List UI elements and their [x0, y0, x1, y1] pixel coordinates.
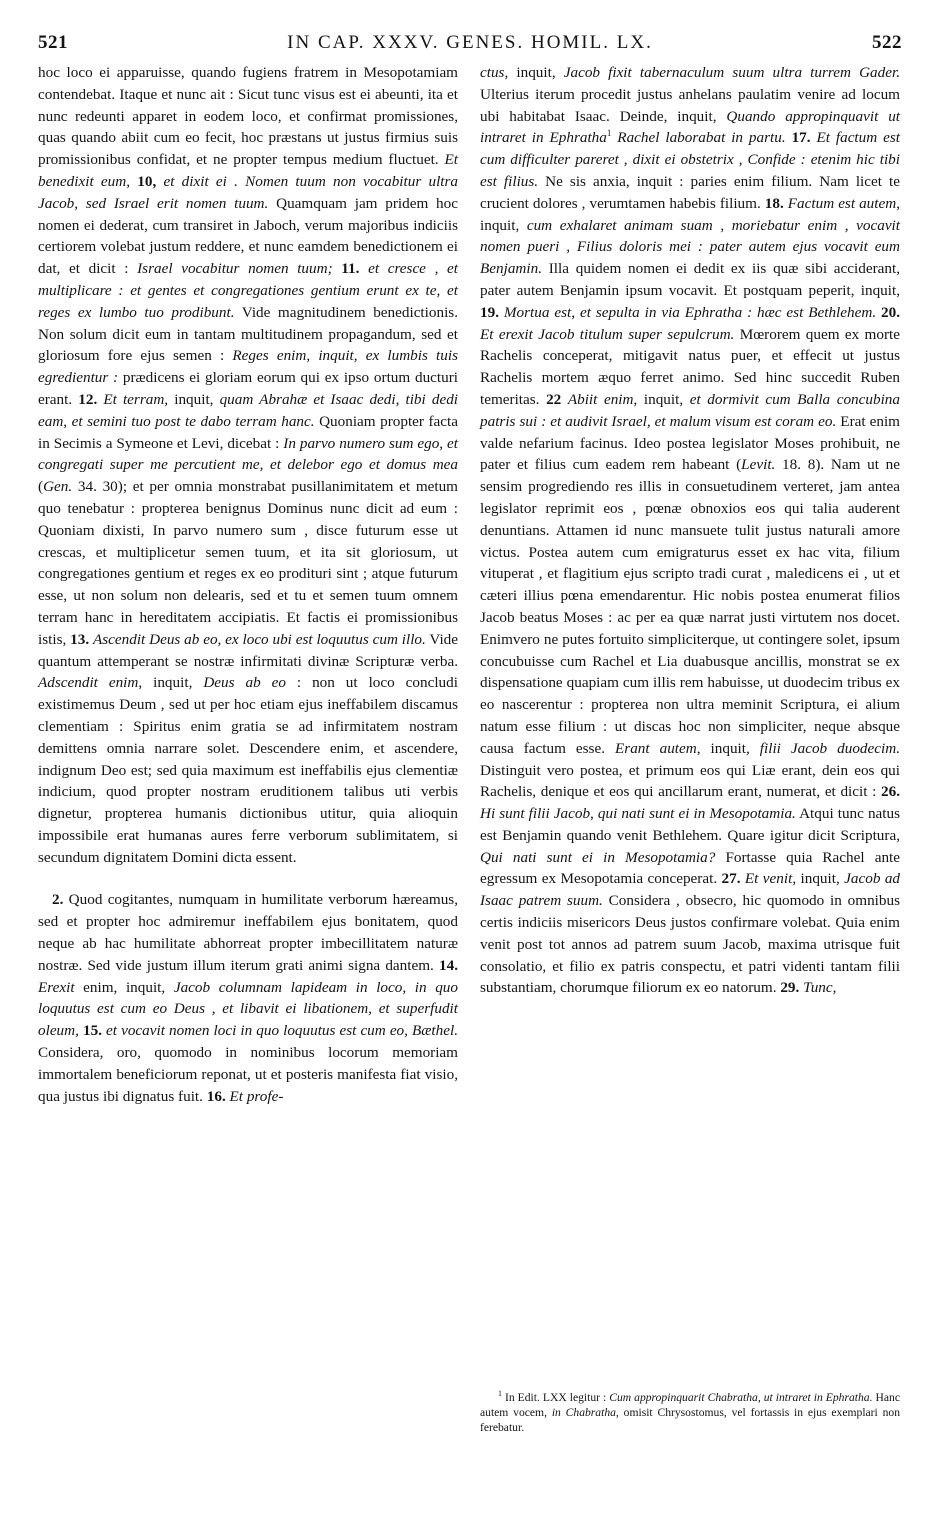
- page-number-left: 521: [38, 32, 68, 53]
- text-run: 18. 8). Nam ut ne sensim progrediendo res illis in consuetudinem verteret, jam antea legislator reprimit eos , pœnæ obnoxios eos qui talia auderent denuntians. Attamen id nunc mansuete tulit justus naturali amore victus. Postea autem cum emigraturus esset ex hac vita, filium vituperat , et flagitium ejus scripto tradi curat , maledicens ei , ut et cæteri illius pœna emendarentur. Hic nobis postea enumerat filios Jacob beatus Moses : ac per ea quæ narrat justi virtutem nos docet. Enimvero ne putes fortuito simpliciterque, ut contingere solet, ipsum concubuisse cum Rachel et Lia duabusque ancillis, monstrat se ex dispensatione quapiam cum illis rem habuisse, ut duodecim tribus ex eo nascerentur : propterea non ultra meminit Scriptura, ei alium natum esse filium : ut discas hoc non simpliciter, neque absque causa factum esse.: [480, 456, 900, 757]
- scripture-quote: Levit.: [741, 456, 776, 474]
- scripture-quote: in Chabratha: [551, 1406, 616, 1420]
- text-run: Quamquam jam pridem hoc nomen ei dederat, cum transiret in Jaboch, verum majoribus indiciis certiorem volebat justum reddere, et nunc eamdem benedictionem ei dat, et dicit :: [38, 194, 458, 278]
- left-paragraph-2: [38, 889, 458, 1107]
- scripture-quote: Qui nati sunt ei in Mesopotamia?: [480, 848, 716, 866]
- verse-number: 10,: [137, 172, 164, 190]
- verse-number: 16.: [206, 1087, 230, 1105]
- footnote-marker: 1: [498, 1389, 502, 1399]
- verse-number: 18.: [764, 194, 788, 212]
- text-run: Atqui tunc natus est Benjamin quando venit Bethlehem. Quare igitur dicit Scriptura,: [480, 805, 900, 844]
- text-run: Quod cogitantes, numquam in humilitate verborum hæreamus, sed et propter hoc admiremur ineffabilem ejus bonitatem, quod neque ab hac humilitate abhorreat propter imbecillitatem naturæ nostræ. Sed vide justum illum iterum grati animi signa dantem.: [38, 891, 458, 974]
- scripture-quote: Hi sunt filii Jacob, qui nati sunt ei in Mesopotamia.: [480, 805, 796, 823]
- scripture-quote: Et terram,: [103, 390, 175, 408]
- text-run: Illa quidem nomen ei dedit ex iis quæ sibi acciderant, pater autem Benjamin ipsum vocavit. Et postquam peperit, inquit,: [480, 260, 900, 299]
- scripture-quote: Jacob ad Isaac patrem suum.: [480, 870, 901, 910]
- right-paragraph-1: [480, 62, 900, 999]
- text-run: inquit,: [174, 390, 220, 408]
- verse-number: 27.: [721, 870, 745, 888]
- left-paragraph-1: [38, 62, 458, 868]
- scripture-quote: Factum est autem: [787, 194, 897, 212]
- scripture-quote: Mortua est, et sepulta in via Ephratha : hæc est Bethlehem.: [503, 303, 882, 321]
- text-run: Mœrorem quem ex morte Rachelis conceperat, mitigavit natus puer, et effecit ut justus Rachelis mortem æquo ferret animo. Sed hinc succedit Ruben temeritas.: [480, 325, 900, 408]
- scripture-quote: Abiit enim: [567, 390, 634, 408]
- scripture-quote: Et profe-: [229, 1087, 284, 1105]
- scripture-quote: Erant autem: [615, 739, 697, 757]
- text-run: , omisit Chrysostomus, vel fortassis in ejus exemplari non ferebatur.: [480, 1406, 900, 1435]
- verse-number: 19.: [480, 303, 504, 321]
- verse-number: 2.: [52, 891, 69, 909]
- verse-number: 17.: [791, 129, 817, 147]
- text-run: 34. 30); et per omnia monstrabat pusillanimitatem et metum quo tenebatur : propterea benignus Dominus nunc dicit ad eum : Quoniam dixisti, In parvo numero sum , disce futurum esse ut crescas, et multiplicetur semen tuum, et ita sit gloriosum, ut congregationes gentium et reges ex eo prodituri sint ; atque futurum esse, ut non solum non delearis, sed et tu et semen tuum omnem terram hanc in hereditatem accipiatis. Et factis ei promissionibus istis,: [38, 478, 458, 648]
- scripture-quote: Jacob columnam lapideam in loco, in quo loquutus est cum eo Deus , et libavit ei libationem, et superfudit oleum,: [38, 978, 458, 1040]
- verse-number: 22: [546, 390, 568, 408]
- text-run: , inquit,: [792, 870, 845, 888]
- verse-number: 26.: [881, 783, 900, 801]
- page-number-right: 522: [872, 32, 902, 53]
- scripture-quote: Erexit: [38, 978, 84, 996]
- text-run: Vide quantum attemperant se nostræ infirmitati divinæ Scripturæ verba.: [38, 630, 459, 670]
- scripture-quote: Cum appropinquarit Chabratha, ut intraret in Ephratha.: [609, 1391, 873, 1404]
- text-run: Erat enim valde nefarium facinus. Ideo postea legislator Moses prohibuit, ne pater et filius cum eadem rem habeant (: [480, 412, 900, 474]
- text-run: , inquit,: [504, 64, 564, 81]
- scripture-quote: Israel vocabitur nomen tuum;: [137, 260, 342, 278]
- scripture-quote: Et benedixit eum,: [38, 151, 458, 190]
- text-run: Ne sis anxia, inquit : paries enim filium. Nam licet te crucient dolores , verumtamen habebis filium.: [480, 172, 900, 212]
- scripture-quote: Deus ab eo: [203, 674, 286, 692]
- text-run: (: [38, 478, 44, 496]
- scripture-quote: Gen.: [43, 478, 73, 496]
- text-run: Considera , obsecro, hic quomodo in omnibus certis indiciis misericors Deus justos confirmare volebat. Quia enim venit post tot annos ad patrem suum Jacob, maxima utrisque fuit consolatio, et filio ex patris conspectu, et patri videnti tantam filii substantiam, chorumque filiorum ex eo natorum.: [480, 892, 900, 997]
- text-run: prædicens ei gloriam eorum qui ex ipso ortum ducturi erant.: [38, 369, 458, 408]
- scripture-quote: cum exhalaret animam suam , moriebatur enim , vocavit nomen pueri , Filius doloris mei : pater autem ejus vocavit eum Benjamin.: [480, 216, 900, 278]
- text-run: Vide magnitudinem benedictionis. Non solum dicit eum in tantam multitudinem propagandum, sed et gloriosum fore ejus semen :: [38, 303, 458, 365]
- left-column: [38, 62, 458, 1107]
- verse-number: 14.: [439, 956, 458, 974]
- scripture-quote: Et venit: [744, 870, 793, 888]
- scripture-quote: et vocavit nomen loci in quo loquutus est cum eo, Bæthel.: [106, 1022, 458, 1040]
- running-title: IN CAP. XXXV. GENES. HOMIL. LX.: [287, 32, 653, 53]
- running-header: [38, 32, 902, 56]
- verse-number: 12.: [78, 390, 104, 408]
- scripture-quote: Tunc,: [803, 979, 837, 997]
- scripture-quote: Jacob fixit tabernaculum suum ultra turrem Gader.: [563, 64, 900, 81]
- scripture-quote: Quando appropinquavit ut intraret in Ephratha: [480, 107, 901, 147]
- scripture-quote: Et erexit Jacob titulum super sepulcrum.: [480, 325, 735, 343]
- text-run: : non ut loco concludi existimemus Deum , sed ut per hoc etiam ejus ineffabilem discamus clementiam : Spiritus enim gratia se ad infirmitatem nostram demittens omnia narrare solet. Descendere enim, et ascendere, indignum Deo est; sed quia maximum est ineffabilis ejus clementiæ indicium, quod propter nostram eruditionem talibus uti verbis dignetur, propterea humanis dictionibus utitur, quia alioquin impossibile erat humanas aures ferre verborum sublimitatem, si secundum dignitatem Domini dicta essent.: [38, 674, 458, 866]
- scripture-quote: et cresce , et multiplicare : et gentes et congregationes gentium erunt ex te, et reges ex lumbo tuo prodibunt.: [38, 260, 458, 321]
- text-run: Quoniam propter facta in Secimis a Symeone et Levi, dicebat :: [38, 412, 458, 452]
- scripture-quote: In parvo numero sum ego, et congregati super me percutient me, et delebor ego et domus mea: [38, 434, 458, 474]
- text-run: Considera, oro, quomodo in nominibus locorum memoriam immortalem beneficiorum reponat, ut et posteris manifesta fiat visio, qua justus ibi dignatus fuit.: [38, 1044, 458, 1105]
- verse-number: 29.: [780, 979, 804, 997]
- text-run: , inquit,: [480, 194, 900, 234]
- text-run: In Edit. LXX legitur :: [502, 1391, 610, 1404]
- verse-number: 20.: [881, 303, 901, 321]
- scripture-quote: quam Abrahæ et Isaac dedi, tibi dedi eam, et semini tuo post te dabo terram hanc.: [38, 390, 459, 430]
- verse-number: 13.: [70, 630, 93, 648]
- footnote-marker: 1: [606, 128, 612, 139]
- scripture-quote: Adscendit enim: [38, 674, 139, 692]
- footnote: [480, 1390, 900, 1436]
- text-run: enim, inquit,: [83, 978, 174, 996]
- scripture-quote: Et factum est cum difficulter pareret , dixit ei obstetrix , Confide : etenim hic tibi est filius.: [480, 129, 901, 190]
- text-run: , inquit,: [696, 739, 760, 757]
- scripture-quote: ctus: [480, 64, 505, 81]
- scripture-quote: et dixit ei . Nomen tuum non vocabitur ultra Jacob, sed Israel erit nomen tuum.: [38, 172, 459, 212]
- scripture-quote: Ascendit Deus ab eo, ex loco ubi est loquutus cum illo.: [92, 630, 426, 648]
- text-run: hoc loco ei apparuisse, quando fugiens fratrem in Mesopotamiam contendebat. Itaque et nunc ait : Sicut tunc visus est ei abeunti, ita et nunc redeunti apparet in eodem loco, et confirmat promissiones, quas quando abiit cum eo fecit, hoc præstans ut justus firmius suis promissionibus confidat, et ne propter tempus medium fluctuet.: [38, 64, 458, 169]
- scripture-quote: et dormivit cum Balla concubina patris sui : et audivit Israel, et malum visum est coram eo.: [480, 390, 900, 430]
- text-run: Ulterius iterum procedit justus anhelans paulatim venire ad locum ubi habitabat Isaac. Deinde, inquit,: [480, 85, 900, 125]
- scripture-quote: Rachel laborabat in partu.: [611, 129, 792, 147]
- text-run: , inquit,: [633, 390, 690, 408]
- text-run: , inquit,: [138, 674, 204, 692]
- text-run: Hanc autem vocem,: [480, 1391, 900, 1420]
- right-column: [480, 62, 900, 999]
- verse-number: 11.: [341, 260, 369, 278]
- scripture-quote: Reges enim, inquit, ex lumbis tuis egredientur :: [38, 347, 458, 387]
- scripture-quote: filii Jacob duodecim.: [759, 739, 900, 757]
- text-run: Distinguit vero postea, et primum eos qui Liæ erant, dein eos qui Rachelis, denique et eos qui ancillarum erant, numerat, et dicit :: [480, 761, 900, 801]
- verse-number: 15.: [82, 1022, 107, 1040]
- text-run: Fortasse quia Rachel ante egressum ex Mesopotamia conceperat.: [480, 848, 900, 888]
